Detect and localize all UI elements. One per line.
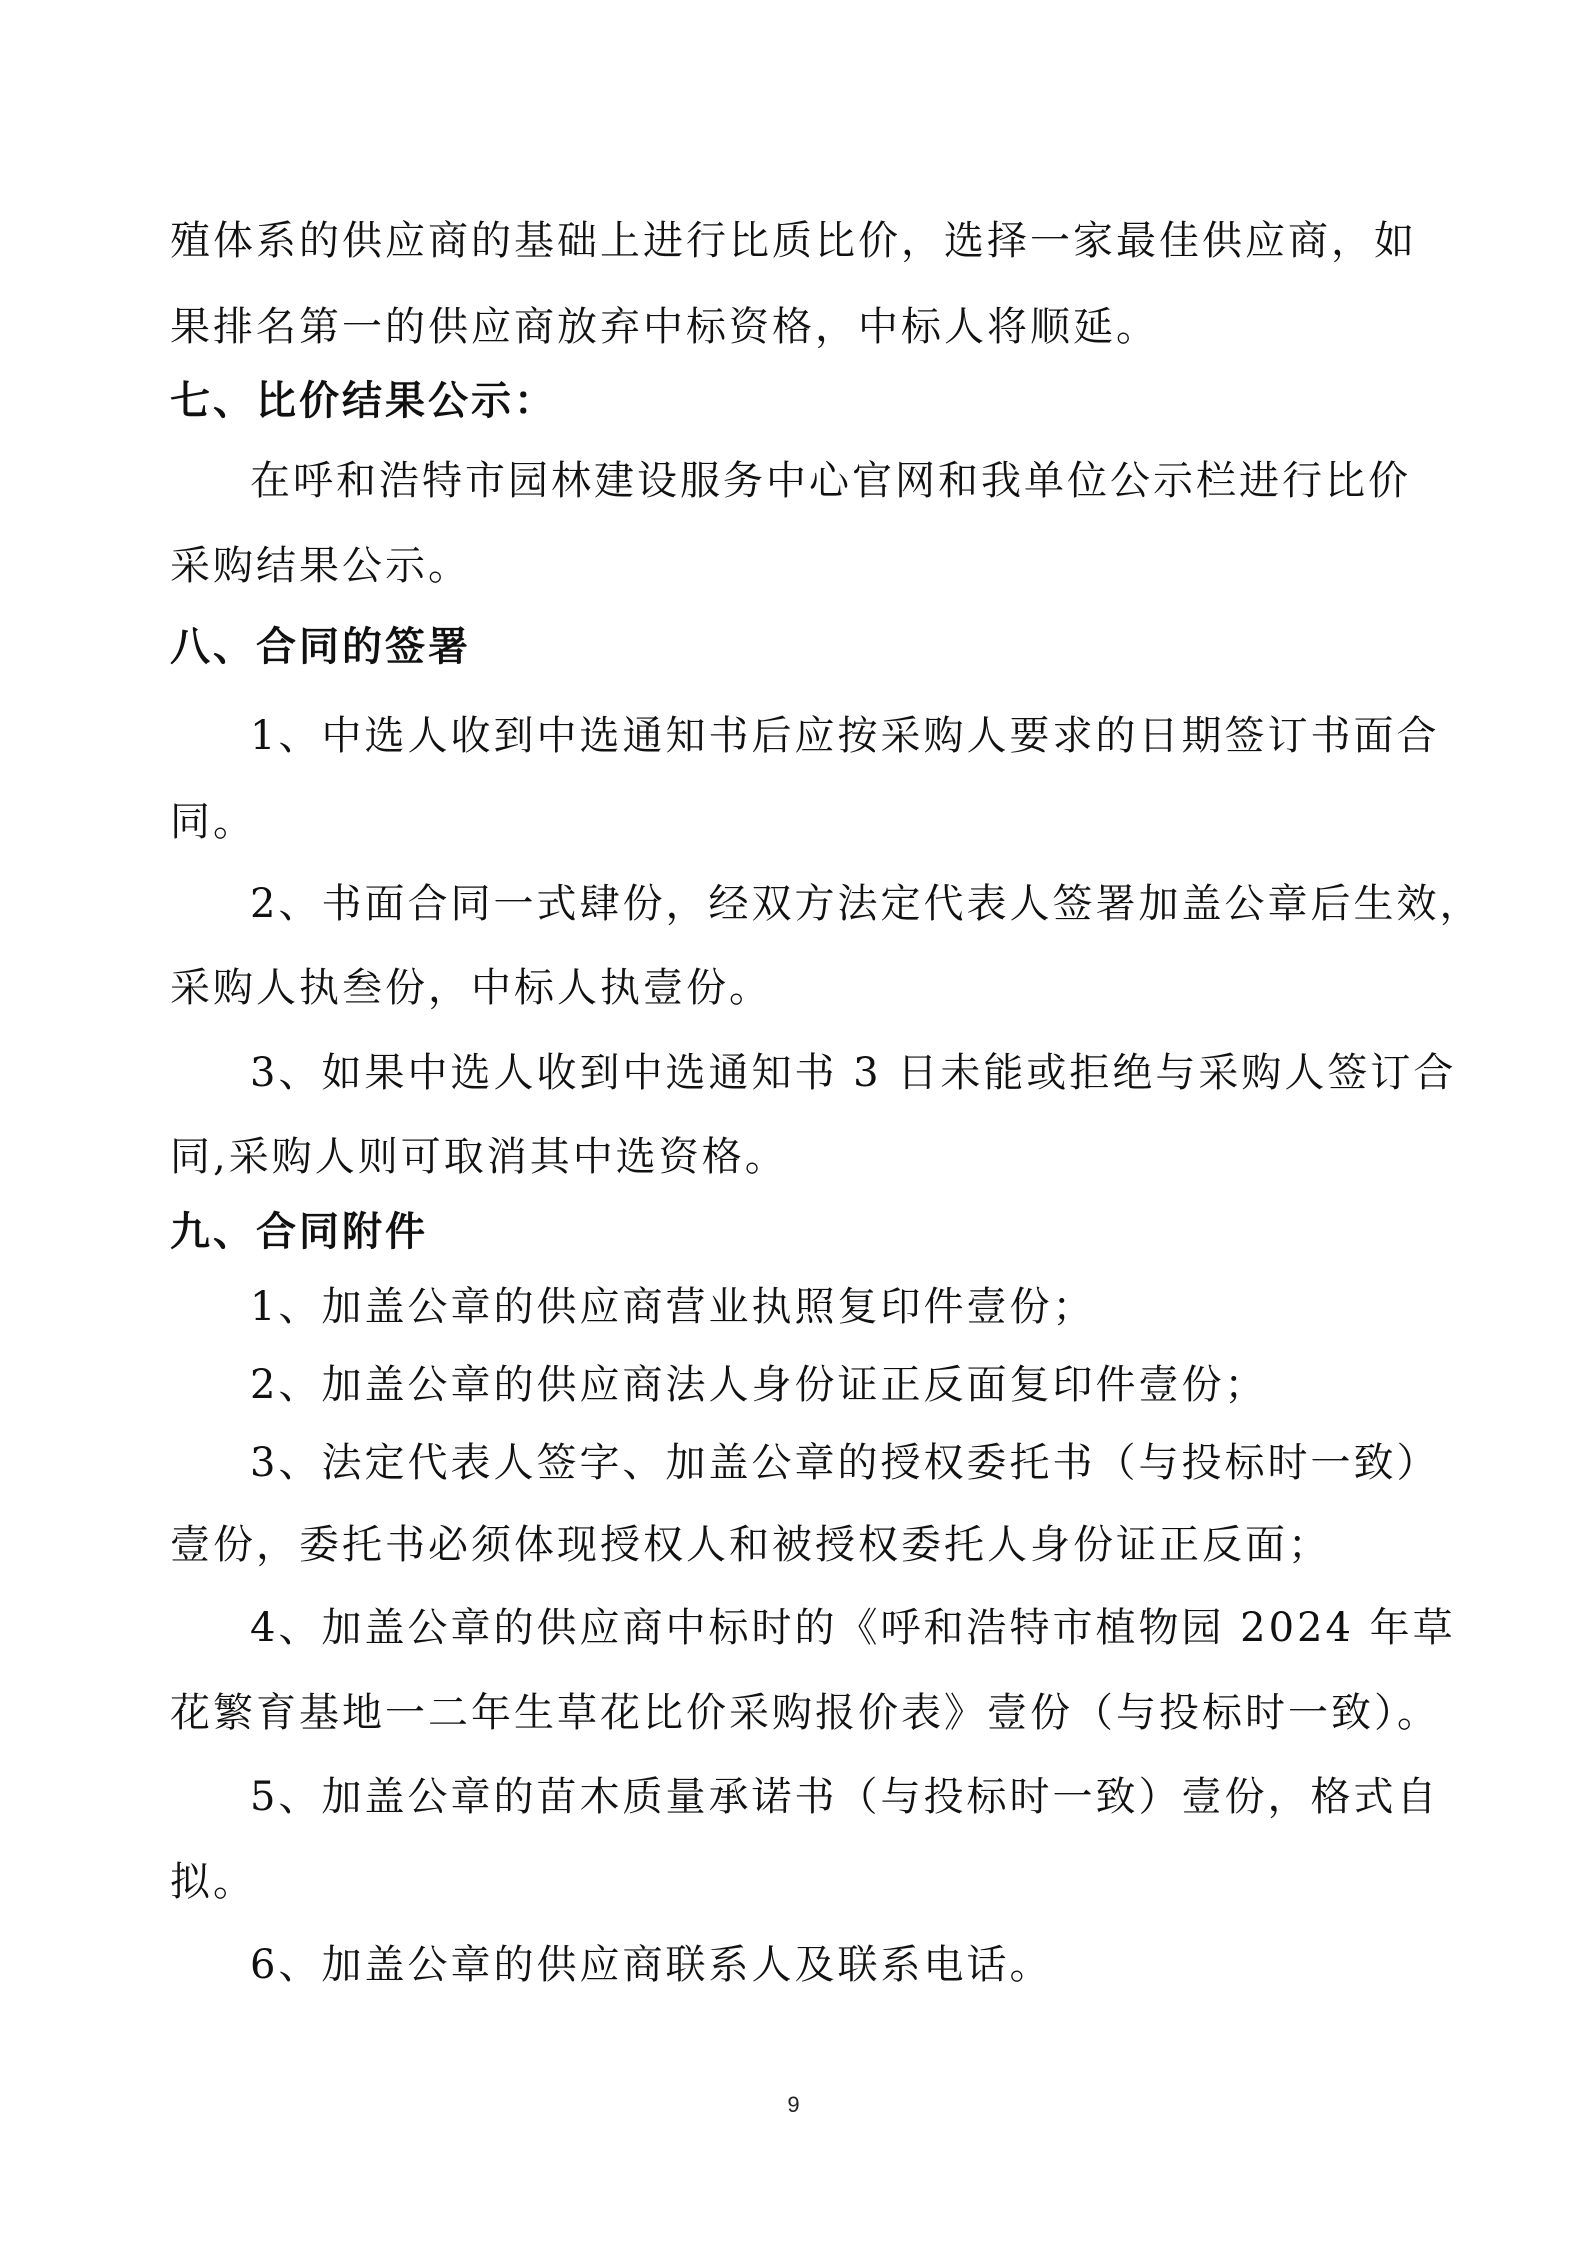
page-number: 9 bbox=[787, 2092, 800, 2117]
section-heading-8: 八、合同的签署 bbox=[170, 624, 471, 670]
list-item-line: 3、如果中选人收到中选通知书 3 日未能或拒绝与采购人签订合 bbox=[250, 1050, 1457, 1096]
list-item-line: 花繁育基地一二年生草花比价采购报价表》壹份（与投标时一致）。 bbox=[170, 1690, 1440, 1736]
list-item-line: 同。 bbox=[170, 799, 256, 845]
list-item-line: 1、加盖公章的供应商营业执照复印件壹份； bbox=[250, 1284, 1096, 1330]
list-item-line: 同,采购人则可取消其中选资格。 bbox=[170, 1134, 788, 1180]
paragraph-line: 采购结果公示。 bbox=[170, 543, 471, 589]
list-item-line: 拟。 bbox=[170, 1859, 256, 1905]
paragraph-line: 果排名第一的供应商放弃中标资格，中标人将顺延。 bbox=[170, 304, 1159, 350]
list-item-line: 采购人执叁份，中标人执壹份。 bbox=[170, 965, 772, 1011]
list-item-line: 2、书面合同一式肆份，经双方法定代表人签署加盖公章后生效， bbox=[250, 881, 1483, 927]
list-item-line: 6、加盖公章的供应商联系人及联系电话。 bbox=[250, 1942, 1053, 1988]
section-heading-9: 九、合同附件 bbox=[170, 1209, 428, 1255]
list-item-line: 4、加盖公章的供应商中标时的《呼和浩特市植物园 2024 年草 bbox=[250, 1605, 1456, 1651]
paragraph-line: 殖体系的供应商的基础上进行比质比价，选择一家最佳供应商，如 bbox=[170, 218, 1417, 264]
list-item-line: 壹份，委托书必须体现授权人和被授权委托人身份证正反面； bbox=[170, 1522, 1331, 1568]
list-item-line: 5、加盖公章的苗木质量承诺书（与投标时一致）壹份，格式自 bbox=[250, 1774, 1440, 1820]
list-item-line: 3、法定代表人签字、加盖公章的授权委托书（与投标时一致） bbox=[250, 1440, 1440, 1486]
paragraph-line: 在呼和浩特市园林建设服务中心官网和我单位公示栏进行比价 bbox=[250, 458, 1411, 504]
section-heading-7: 七、比价结果公示： bbox=[170, 378, 557, 424]
list-item-line: 1、中选人收到中选通知书后应按采购人要求的日期签订书面合 bbox=[250, 713, 1440, 759]
list-item-line: 2、加盖公章的供应商法人身份证正反面复印件壹份； bbox=[250, 1362, 1268, 1408]
